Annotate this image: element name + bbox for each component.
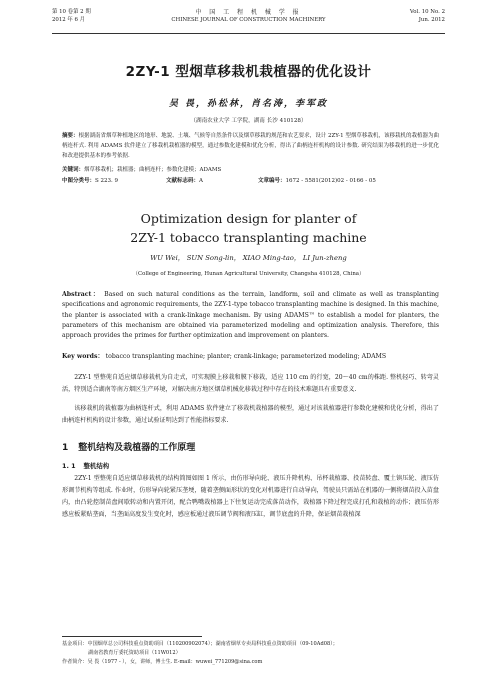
authors-cn: 吴 畏，孙松林，肖名涛，李军政 — [168, 99, 329, 109]
document-code — [166, 176, 203, 184]
body-paragraph-structure: 2ZY-1 型整蔸自适应烟草移栽机的结构简图如图 1 所示，由仿形导向轮、液压升降机构、吊杯栽植器、投苗转盘、覆土镇压轮、液压仿形调节机构等组成. 作业时，仿形导向轮紧压垄埂，随着垄侧面形状的变化对机器进行自动导向，驾驶员只需站在机器的一侧将烟苗投入苗盘内，由凸轮控制苗盘间歇转动和内置开闭，配合鸭嘴栽植器上下往复运动完成落苗动作，栽植器下降过程完成打孔和栽植的动作；液压仿形感应板紧贴垄面，当垄面高度发生变化时，感应板通过液压调节阀和液压缸，调节底盘的升降，保证烟苗栽植深 — [62, 475, 439, 518]
article-number-value: 1672 - 5581(2012)02 - 0166 - 05 — [285, 178, 376, 184]
clc-value: S 223. 9 — [95, 178, 119, 184]
title-en-line1: Optimization design for planter of — [140, 211, 357, 226]
affiliation-cn: （湖南农业大学 工学院，湖南 长沙 410128） — [190, 118, 307, 124]
abstract-cn — [62, 131, 439, 162]
doc-code-label: 文献标志码： — [166, 178, 200, 184]
section-title: 整机结构及栽植器的工作原理 — [78, 443, 196, 453]
running-header — [52, 9, 445, 34]
footnote-divider — [62, 636, 202, 637]
article-number — [258, 176, 376, 184]
keywords-cn-label: 关键词： — [62, 167, 85, 173]
keywords-en — [62, 352, 439, 362]
header-date-cn: 2012 年 6 月 — [52, 16, 86, 23]
footnote-author-bio: 作者简介：吴 畏（1977 - ），女，讲师，博士生. E-mail：wuwei_771209@sina.com — [62, 659, 263, 665]
classification-row — [62, 176, 439, 186]
article-number-label: 文章编号： — [258, 178, 286, 184]
header-volume: 第 10 卷第 2 期 — [52, 9, 91, 15]
body-paragraph-intro: 2ZY-1 型整蔸自适应烟草移栽机为自走式，可实现膜上移栽和膜下移栽，适应 110 cm 的行宽，20～40 cm的株距. 整机轻巧、转弯灵活，特别适合湖南等南方烟区生产环境，对解决南方地区烟草机械化移栽过程中存在的技术难题具有重要意义. — [62, 374, 439, 393]
header-volume-info-en — [410, 9, 445, 24]
body-paragraph-method: 该移栽机的栽植器为曲柄连杆式，利用 ADAMS 软件建立了移栽机栽植器的模型，通过对该栽植器进行参数化建模和优化分析，得出了曲柄连杆机构的设计参数，通过试验证明达到了性能指标要求. — [62, 405, 439, 424]
abstract-cn-text: 根据湖南省烟草种植地区的地形、地貌、土壤、气候等自然条件以及烟草移栽的规范和农艺要求，设计 2ZY-1 型烟草移栽机，该移栽机的栽植器为曲柄连杆式. 利用 ADAMS 软件建立了移栽机栽植器的模型，通过参数化建模和优化分析，得出了曲柄连杆机构的设计参数. 研究结果为移栽机的进一步优化和改进提供基本的参考依据. — [62, 133, 439, 160]
header-volume-en: Vol. 10 No. 2 — [409, 9, 445, 15]
abstract-en — [62, 290, 439, 341]
clc-number — [62, 176, 118, 184]
abstract-cn-label: 摘要： — [62, 133, 79, 139]
subsection-title: 整机结构 — [83, 462, 110, 470]
journal-name-cn: 中 国 工 程 机 械 学 报 — [195, 9, 302, 16]
clc-label: 中图分类号： — [62, 178, 96, 184]
subsection-heading-1-1 — [62, 461, 109, 470]
affiliation-en: （College of Engineering, Hunan Agricultural University, Changsha 410128, China） — [132, 271, 365, 277]
abstract-en-label: Abstract： — [62, 291, 101, 298]
paper-title-en — [0, 209, 497, 247]
footnote-funding: 基金项目：中国烟草总公司科技重点资助项目（110200902074）；湖南省烟草专卖局科技重点资助项目（09-10Ad08）； — [62, 641, 338, 647]
section-heading-1 — [62, 440, 195, 453]
section-number: 1 — [62, 443, 69, 453]
keywords-cn-text: 烟草移栽机；栽植器；曲柄连杆；参数化建模；ADAMS — [84, 167, 222, 173]
journal-name-en: CHINESE JOURNAL OF CONSTRUCTION MACHINERY — [171, 16, 326, 23]
subsection-number: 1. 1 — [62, 462, 76, 470]
authors-en: WU Wei， SUN Song-lin， XIAO Ming-tao， LI Jun-zheng — [150, 254, 347, 262]
keywords-cn — [62, 165, 439, 175]
doc-code-value: A — [199, 178, 203, 184]
footnotes — [62, 640, 439, 667]
keywords-en-text: tobacco transplanting machine; planter; crank-linkage; parameterized modeling; ADAMS — [105, 353, 387, 360]
footnote-funding-cont: 湖南省教育厅委托资助项目（11W012） — [88, 650, 181, 656]
header-date-en: Jun. 2012 — [418, 16, 445, 23]
header-journal-name — [52, 9, 445, 24]
title-en-line2: 2ZY-1 tobacco transplanting machine — [130, 230, 367, 245]
paper-title-cn: 2ZY-1 型烟草移栽机栽植器的优化设计 — [125, 64, 372, 80]
keywords-en-label: Key words： — [62, 353, 104, 360]
abstract-en-text: Based on such natural conditions as the terrain, landform, soil and climate as well as transplanting specifications and agronomic requirements, the 2ZY-1-type tobacco transplanting machine is designed. In this machine, the planter is associated with a crank-linkage mechanism. By using ADAMS™ to establish a model for planters, the parameters of this mechanism are obtained via parameterized modeling and optimization analysis. Therefore, this approach provides the primes for further optimization and improvement on planters. — [62, 291, 440, 340]
